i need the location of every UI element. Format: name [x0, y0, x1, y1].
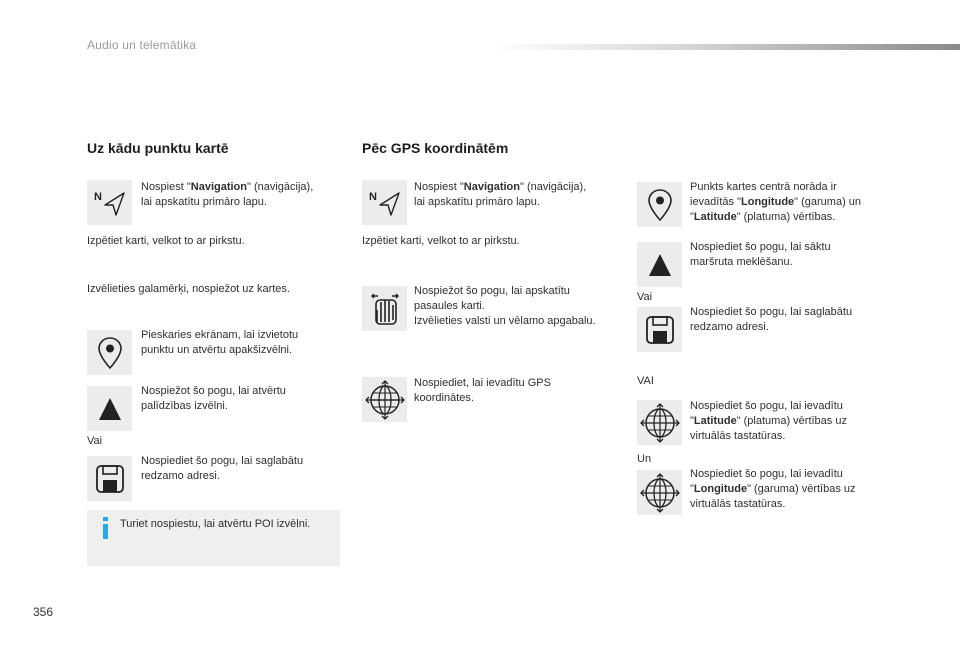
right-start-text: Nospiediet šo pogu, lai sāktu maršruta meklēšanu. [690, 241, 831, 268]
right-latitude-text: Nospiediet šo pogu, lai ievadītu "Latitude" (platuma) vērtības uz virtuālās tastatūras. [690, 400, 847, 442]
header-gradient-bar [490, 44, 960, 50]
left-navigation-text: Nospiest "Navigation" (navigācija), lai apskatītu primāro lapu. [141, 181, 314, 208]
globe-icon [637, 400, 682, 445]
right-or-upper-label: VAI [637, 375, 654, 387]
save-icon [637, 307, 682, 352]
pin-icon [637, 182, 682, 227]
right-or-label: Vai [637, 291, 653, 303]
left-touch-text: Pieskaries ekrānam, lai izvietotu punktu un atvērtu apakšizvēlni. [141, 329, 299, 356]
info-note-text: Turiet nospiestu, lai atvērtu POI izvēlni. [120, 518, 311, 530]
right-save-text: Nospiediet šo pogu, lai saglabātu redzamo adresi. [690, 306, 853, 333]
navigation-icon [87, 180, 132, 225]
globe-icon [362, 377, 407, 422]
left-help-text: Nospiežot šo pogu, lai atvērtu palīdzības izvēlni. [141, 385, 286, 412]
svg-text:N: N [93, 190, 102, 203]
left-save-text: Nospiediet šo pogu, lai saglabātu redzamo adresi. [141, 455, 304, 482]
svg-text:N: N [368, 190, 377, 203]
right-pin-text: Punkts kartes centrā norāda ir ievadītās "Longitude" (garuma) un "Latitude" (platuma) vērtības. [690, 181, 862, 223]
page-header-title: Audio un telemātika [87, 38, 197, 52]
middle-navigation-text: Nospiest "Navigation" (navigācija), lai apskatītu primāro lapu. [414, 181, 587, 208]
navigate-arrow-icon [637, 242, 682, 287]
left-select-text: Izvēlieties galamērķi, nospiežot uz kartes. [87, 283, 290, 295]
save-icon [87, 456, 132, 501]
middle-scroll-text: Izpētiet karti, velkot to ar pirkstu. [362, 235, 520, 247]
world-map-hand-icon [362, 286, 407, 331]
left-scroll-text: Izpētiet karti, velkot to ar pirkstu. [87, 235, 245, 247]
section-title-gps: Pēc GPS koordinātēm [362, 140, 509, 156]
page-number: 356 [33, 605, 54, 619]
pin-icon [87, 330, 132, 375]
right-and-label: Un [637, 453, 652, 465]
navigate-arrow-icon [87, 386, 132, 431]
navigation-icon [362, 180, 407, 225]
info-icon [100, 517, 112, 539]
middle-gps-text: Nospiediet, lai ievadītu GPS koordinātes. [414, 377, 551, 404]
right-longitude-text: Nospiediet šo pogu, lai ievadītu "Longitude" (garuma) vērtības uz virtuālās tastatūras. [690, 468, 856, 510]
globe-icon [637, 470, 682, 515]
middle-world-text: Nospiežot šo pogu, lai apskatītu pasaules karti. Izvēlieties valsti un vēlamo apgabalu. [414, 285, 596, 327]
left-or-label: Vai [87, 435, 103, 447]
section-title-map-point: Uz kādu punktu kartē [87, 140, 229, 156]
